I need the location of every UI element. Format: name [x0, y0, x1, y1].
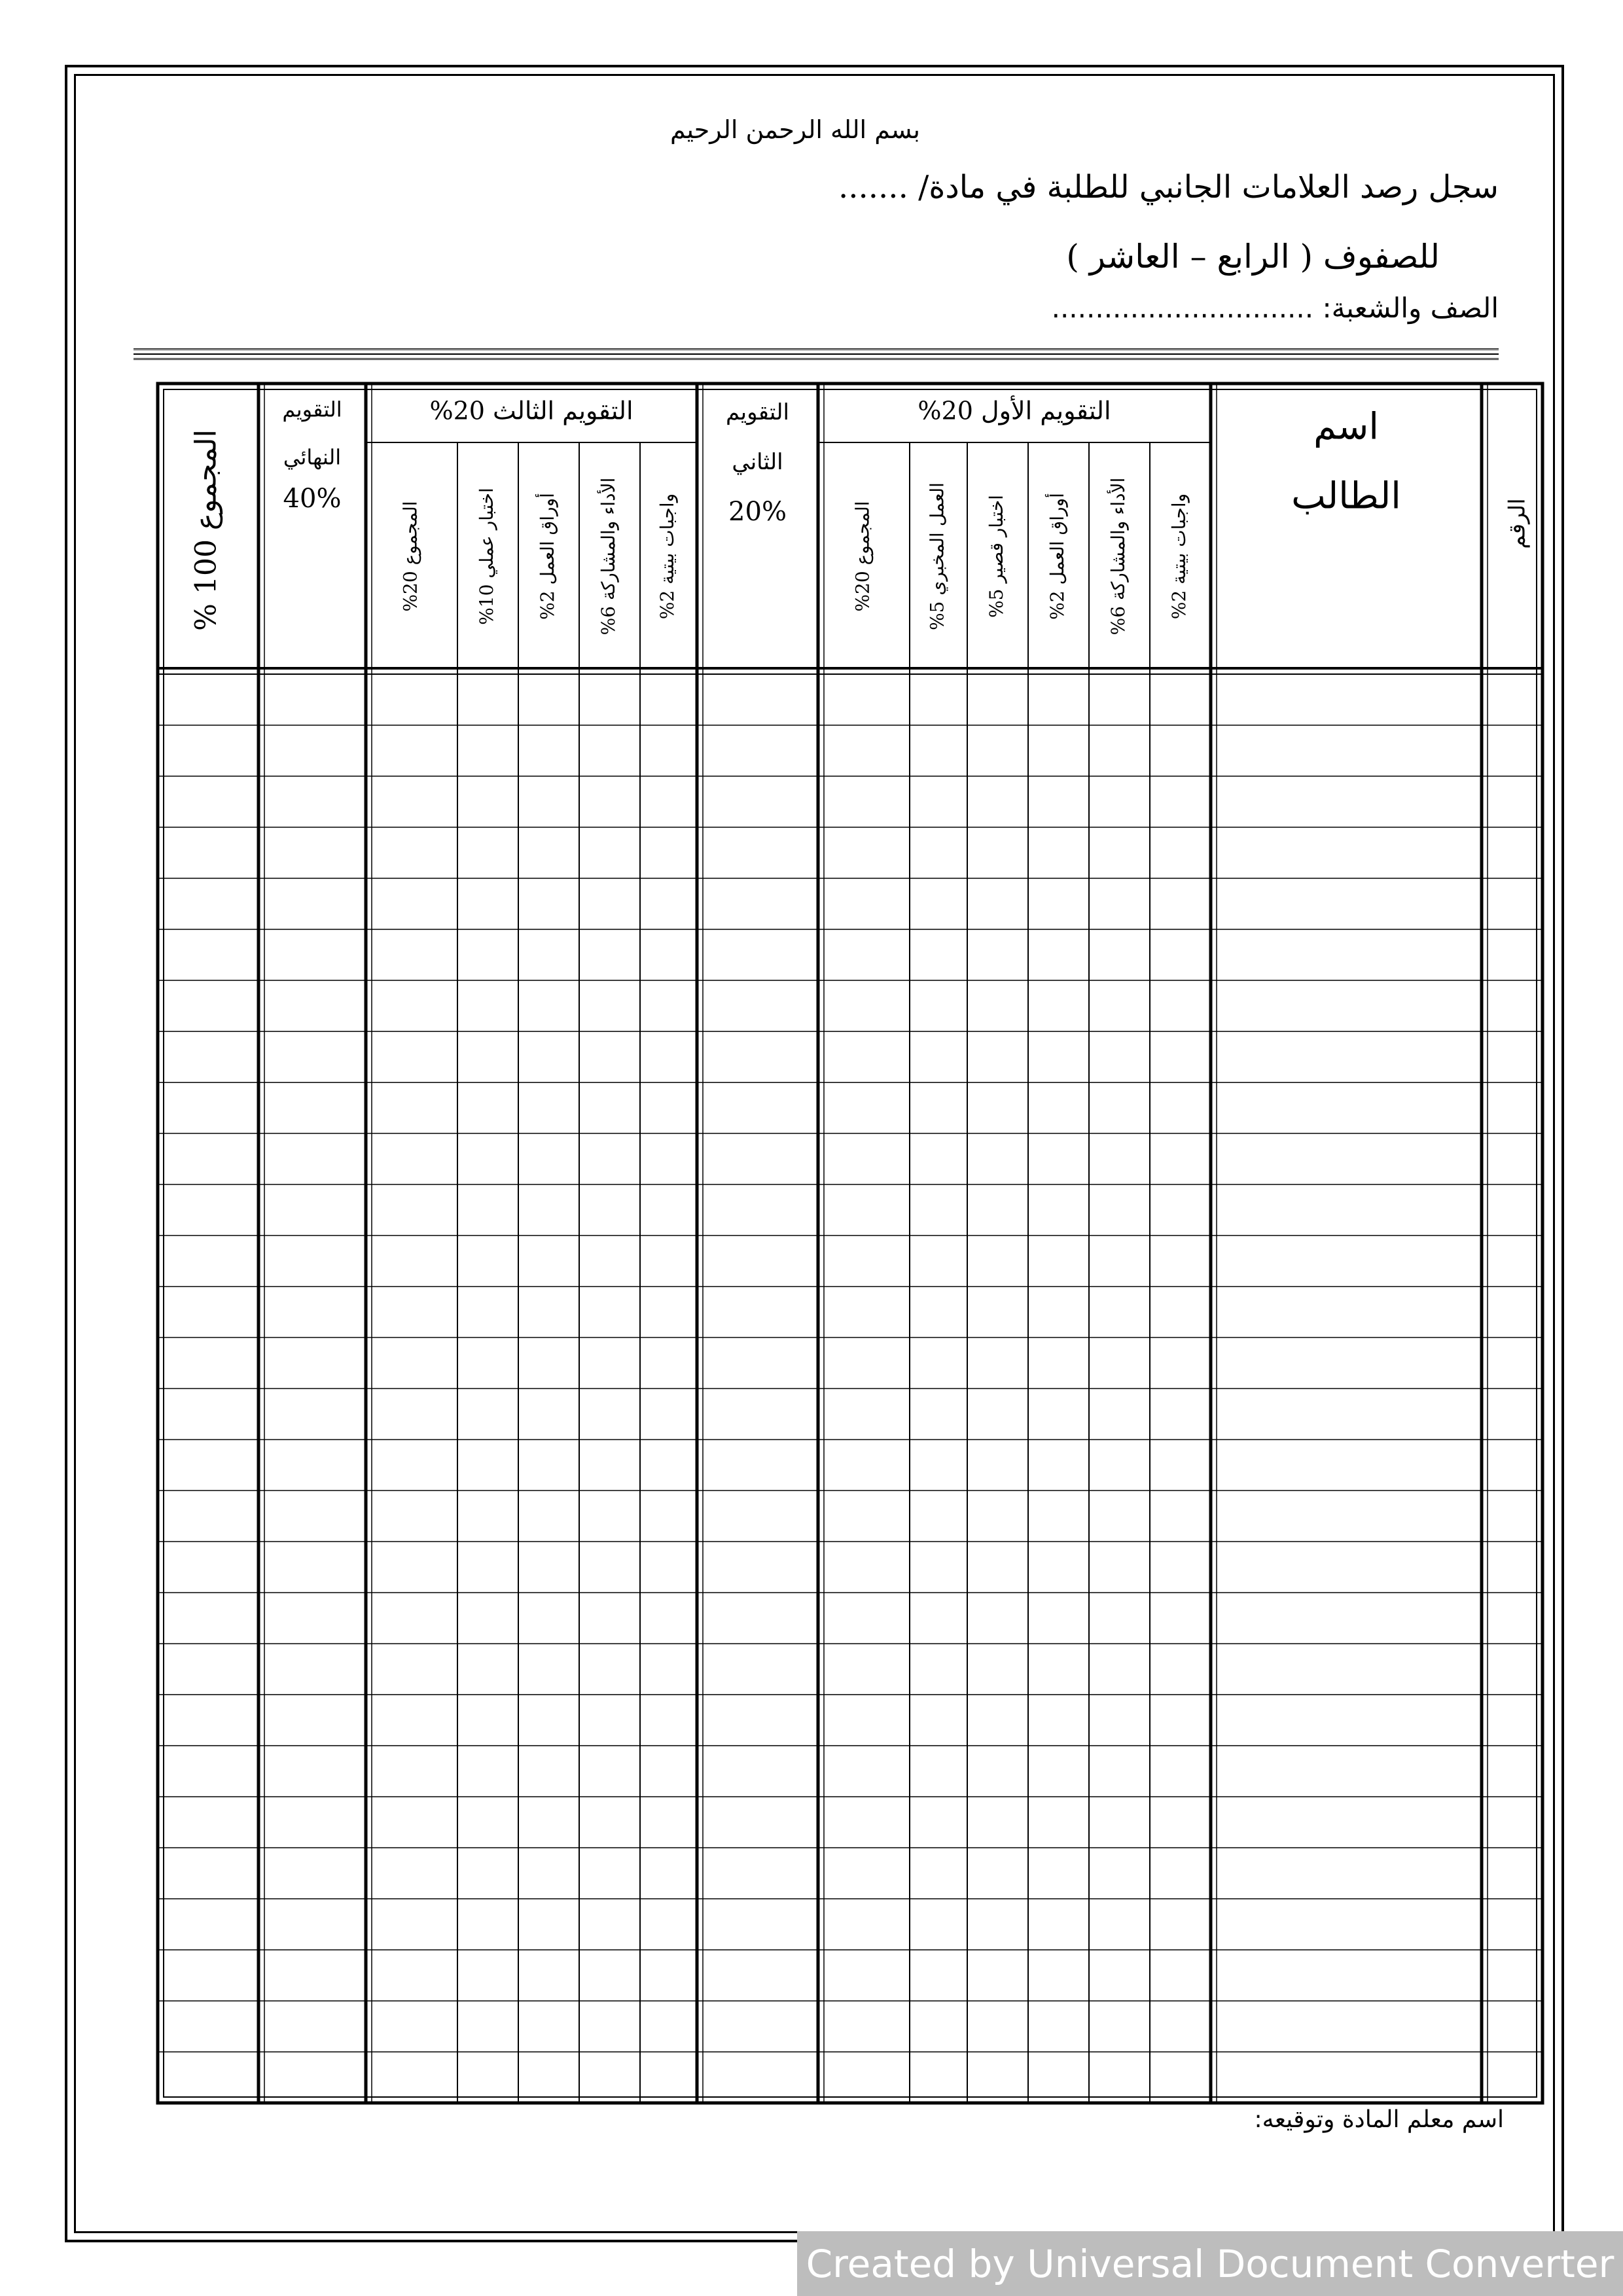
teacher-signature-label: اسم معلم المادة وتوقيعه: [1254, 2106, 1504, 2133]
third-assessment-subheader: اختبار عملي 10% [476, 488, 497, 625]
first-assessment-subheader: أوراق العمل 2% [1046, 493, 1068, 620]
third-assessment-subheader: أوراق العمل 2% [537, 493, 558, 620]
class-section-field[interactable]: الصف والشعبة: .............................. [1051, 292, 1499, 324]
first-assessment-subheader: اختبار قصير 5% [986, 495, 1007, 618]
second-assessment-header-line2: الثاني [732, 449, 783, 475]
number-column-header: الرقم [1504, 498, 1531, 549]
basmala: بسم الله الرحمن الرحيم [670, 115, 920, 144]
final-assessment-header-line3: 40% [283, 484, 342, 514]
name-column-header-line2: الطالب [1291, 475, 1401, 518]
total-column-header: المجموع 100 % [189, 429, 223, 631]
table-inner-border [164, 389, 1537, 2097]
second-assessment-header-line3: 20% [728, 497, 787, 527]
first-assessment-subheader: العمل المخبري 5% [926, 482, 948, 630]
name-column-header-line1: اسم [1313, 405, 1379, 448]
watermark: Created by Universal Document Converter [797, 2231, 1623, 2296]
first-assessment-subheader: الأداء والمشاركة 6% [1107, 477, 1129, 636]
grades-range: للصفوف ( الرابع – العاشر ) [1066, 238, 1440, 276]
final-assessment-header-line1: التقويم [282, 397, 342, 422]
first-assessment-header: التقويم الأول 20% [918, 396, 1111, 425]
final-assessment-header-line2: النهائي [283, 444, 342, 470]
first-assessment-subheader: واجبات بيتية 2% [1168, 493, 1190, 620]
second-assessment-header-line1: التقويم [726, 399, 789, 425]
third-assessment-header: التقويم الثالث 20% [429, 396, 633, 425]
third-assessment-subheader: واجبات بيتية 2% [656, 493, 678, 620]
third-assessment-subheader: الأداء والمشاركة 6% [597, 477, 619, 636]
third-assessment-subheader: المجموع 20% [399, 501, 421, 612]
first-assessment-subheader: المجموع 20% [851, 501, 874, 612]
page-title: سجل رصد العلامات الجانبي للطلبة في مادة/ ....... [838, 169, 1499, 206]
